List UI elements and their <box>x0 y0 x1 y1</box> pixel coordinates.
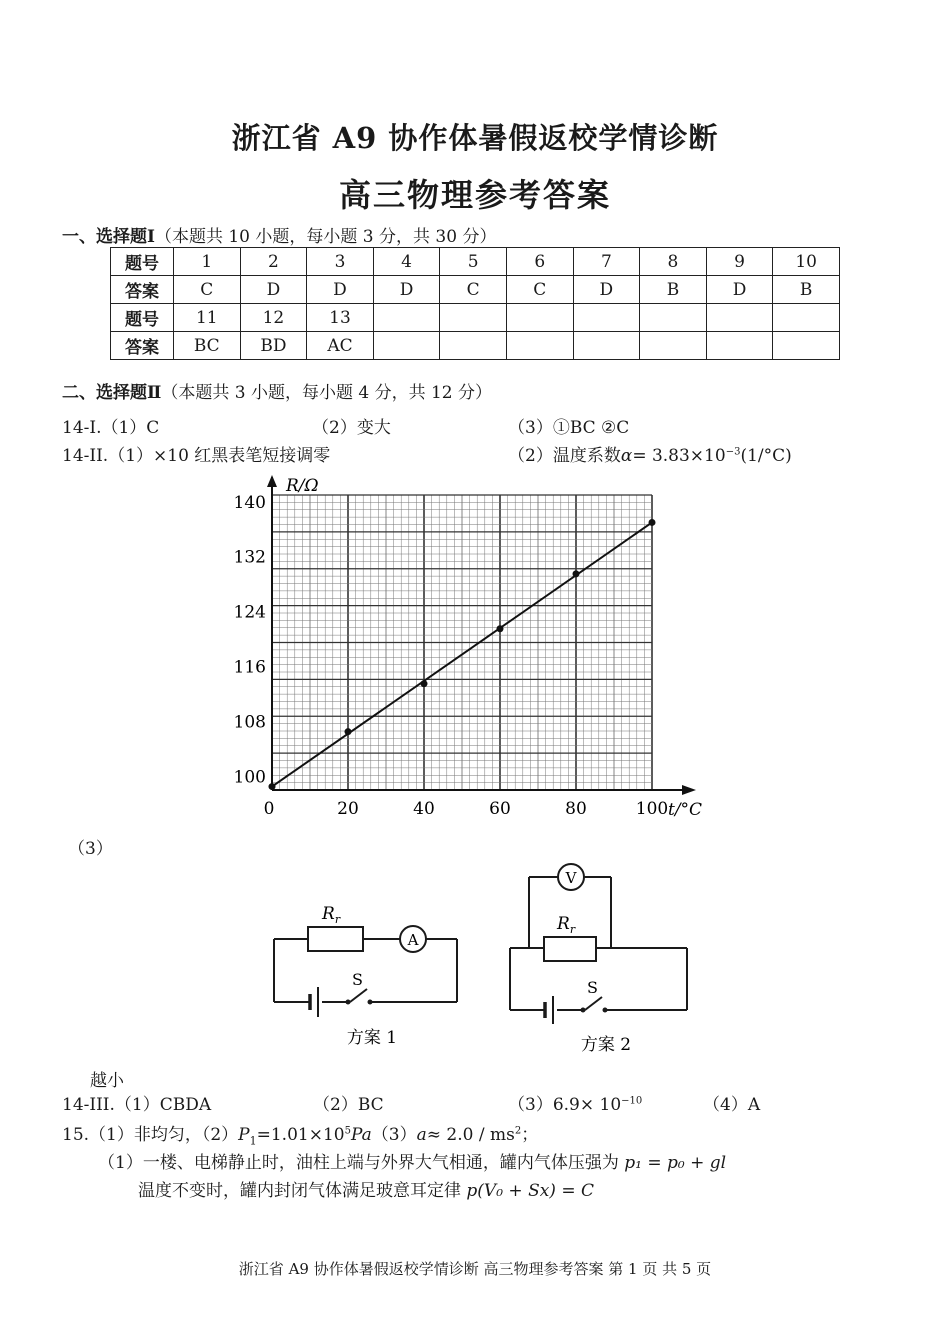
p-subscript: 1 <box>249 1134 257 1148</box>
data-point <box>649 519 656 526</box>
table-cell <box>706 332 773 360</box>
resistor-label: $R_r$ <box>557 914 576 936</box>
table-cell: 10 <box>773 248 840 276</box>
table-cell: B <box>640 276 707 304</box>
table-cell <box>640 304 707 332</box>
table-cell: 4 <box>373 248 440 276</box>
table-cell: 1 <box>174 248 241 276</box>
p-unit: Pa <box>350 1125 372 1145</box>
table-cell <box>440 304 507 332</box>
q15-line3-text: 温度不变时，罐内封闭气体满足玻意耳定律 <box>138 1181 461 1201</box>
table-cell: 13 <box>307 304 374 332</box>
table-cell: D <box>373 276 440 304</box>
q14-2-answer1: 14-II.（1）×10 红黑表笔短接调零 <box>62 446 331 466</box>
table-cell <box>773 332 840 360</box>
table-cell: AC <box>307 332 374 360</box>
q15-line1 <box>62 1120 538 1147</box>
y-tick-label: 140 <box>233 492 266 513</box>
alpha-symbol: α <box>620 446 633 466</box>
table-cell: 2 <box>240 248 307 276</box>
data-point <box>269 783 276 790</box>
a-symbol: a <box>416 1125 427 1145</box>
table-cell: 7 <box>573 248 640 276</box>
resistance-temperature-chart <box>220 475 720 825</box>
x-tick-label: 80 <box>565 799 587 819</box>
part3-label: （3） <box>68 839 113 859</box>
y-axis-label: R/Ω <box>286 476 319 496</box>
q15-line2 <box>98 1148 726 1173</box>
section2-label: 二、选择题Ⅱ <box>62 383 162 403</box>
table-cell <box>373 332 440 360</box>
switch-contact <box>346 1000 351 1005</box>
switch-contact <box>603 1008 608 1013</box>
q14-1-answer3: （3）①BC ②C <box>508 418 630 438</box>
a-label-cell: 答案 <box>111 276 174 304</box>
q14-1-answer2: （2）变大 <box>312 418 391 438</box>
table-cell <box>573 332 640 360</box>
table-cell: 9 <box>706 248 773 276</box>
q15-line3-formula: p(V₀ + Sx) = C <box>466 1181 594 1201</box>
q-label-cell: 题号 <box>111 304 174 332</box>
y-tick-label: 132 <box>233 547 266 568</box>
section1-note: （本题共 10 小题，每小题 3 分，共 30 分） <box>154 227 497 247</box>
table-cell <box>373 304 440 332</box>
x-tick-label: 40 <box>413 799 435 819</box>
table-cell: 11 <box>174 304 241 332</box>
switch-contact <box>581 1008 586 1013</box>
q14-3-value: （3）6.9× 10 <box>508 1095 622 1115</box>
switch-symbol <box>350 989 367 1002</box>
section1-label: 一、选择题Ⅰ <box>62 227 155 247</box>
circuit-diagram-1 <box>260 895 475 1055</box>
section2-heading <box>62 378 492 403</box>
section2-note: （本题共 3 小题，每小题 4 分，共 12 分） <box>161 383 493 403</box>
table-cell: D <box>240 276 307 304</box>
p-exponent: 5 <box>344 1125 351 1137</box>
q15-line3 <box>138 1176 594 1201</box>
x-tick-label: 100 <box>635 799 669 819</box>
ammeter-label: A <box>407 931 419 949</box>
q14-3-answer1: 14-III.（1）CBDA <box>62 1095 212 1115</box>
table-cell: 12 <box>240 304 307 332</box>
resistor-symbol <box>308 927 363 951</box>
table-cell: C <box>174 276 241 304</box>
table-cell: C <box>506 276 573 304</box>
table-cell: 6 <box>506 248 573 276</box>
page-title: 浙江省 A9 协作体暑假返校学情诊断 <box>231 121 719 155</box>
answer-table <box>110 247 840 360</box>
table-cell: B <box>773 276 840 304</box>
table-cell: 5 <box>440 248 507 276</box>
table-cell: C <box>440 276 507 304</box>
switch-contact <box>368 1000 373 1005</box>
switch-label: S <box>587 978 598 997</box>
data-point <box>421 680 428 687</box>
resistor-label: $R_r$ <box>322 904 341 926</box>
table-cell <box>640 332 707 360</box>
data-point <box>573 570 580 577</box>
data-point <box>345 728 352 735</box>
table-cell <box>506 332 573 360</box>
table-row <box>111 276 840 304</box>
answer-smaller: 越小 <box>90 1071 124 1091</box>
table-cell: D <box>706 276 773 304</box>
a-label-cell: 答案 <box>111 332 174 360</box>
q15-line2-text: （1）一楼、电梯静止时，油柱上端与外界大气相通，罐内气体压强为 <box>98 1153 619 1173</box>
table-cell: D <box>573 276 640 304</box>
circuit-diagram-2 <box>500 860 700 1060</box>
circuit2-caption: 方案 2 <box>580 1035 632 1055</box>
x-axis-arrow <box>682 785 696 795</box>
table-cell: BC <box>174 332 241 360</box>
q14-3-answer3 <box>508 1090 642 1115</box>
q14-3-answer4: （4）A <box>703 1095 761 1115</box>
data-point <box>497 625 504 632</box>
table-cell <box>440 332 507 360</box>
switch-symbol <box>585 997 602 1010</box>
q15-part3: （3） <box>371 1125 417 1145</box>
x-tick-label: 0 <box>263 799 275 819</box>
x-axis-label: t/°C <box>668 800 703 820</box>
p-symbol: P <box>238 1125 250 1145</box>
table-cell: D <box>307 276 374 304</box>
table-cell <box>773 304 840 332</box>
y-tick-label: 100 <box>233 767 266 788</box>
q14-3-exponent: −10 <box>621 1095 643 1107</box>
page-footer: 浙江省 A9 协作体暑假返校学情诊断 高三物理参考答案 第 1 页 共 5 页 <box>238 1260 712 1278</box>
page-subtitle: 高三物理参考答案 <box>338 176 611 214</box>
q14-2-unit: (1/°C) <box>740 446 792 466</box>
q15-part1: 15.（1）非均匀，（2） <box>62 1125 239 1145</box>
x-tick-label: 60 <box>489 799 511 819</box>
q14-1-answer1: 14-I.（1）C <box>62 418 160 438</box>
q14-2-answer2 <box>508 441 792 466</box>
table-cell <box>706 304 773 332</box>
q14-2-prefix: （2）温度系数 <box>508 446 621 466</box>
x-tick-label: 20 <box>337 799 359 819</box>
q14-2-value: = 3.83×10 <box>632 446 726 466</box>
q15-end: ； <box>521 1125 539 1145</box>
y-tick-label: 108 <box>233 712 266 733</box>
q15-line2-formula: p₁ = p₀ + gl <box>624 1153 727 1173</box>
resistor-symbol <box>544 937 596 961</box>
switch-label: S <box>352 970 363 989</box>
table-cell: 8 <box>640 248 707 276</box>
a-exponent: 2 <box>514 1125 522 1137</box>
table-cell: 3 <box>307 248 374 276</box>
y-axis-arrow <box>267 475 277 487</box>
p-value: =1.01×10 <box>256 1125 345 1145</box>
table-row <box>111 332 840 360</box>
table-cell: BD <box>240 332 307 360</box>
q14-3-answer2: （2）BC <box>313 1095 384 1115</box>
table-cell <box>573 304 640 332</box>
table-cell <box>506 304 573 332</box>
circuit1-caption: 方案 1 <box>346 1028 398 1048</box>
q-label-cell: 题号 <box>111 248 174 276</box>
q14-2-exponent: −3 <box>725 446 741 458</box>
section1-heading <box>62 222 496 247</box>
table-row <box>111 248 840 276</box>
table-row <box>111 304 840 332</box>
y-tick-label: 124 <box>233 602 266 623</box>
voltmeter-label: V <box>565 869 577 887</box>
y-tick-label: 116 <box>233 657 266 678</box>
a-value: ≈ 2.0 / ms <box>426 1125 515 1145</box>
